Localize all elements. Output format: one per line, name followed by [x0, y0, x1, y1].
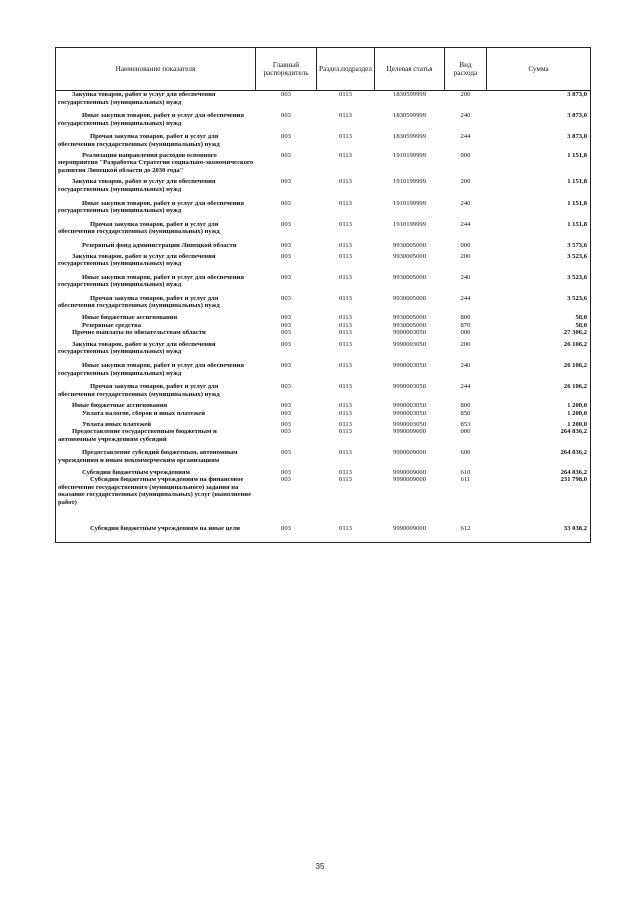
row-target: 1910199999 — [393, 178, 426, 186]
table-row — [56, 476, 591, 524]
row-target: 9990003050 — [393, 420, 426, 428]
row-sum: 3 873,0 — [487, 91, 591, 113]
row-admin: 003 — [281, 220, 291, 228]
table-row — [56, 402, 591, 410]
table-row — [56, 341, 591, 362]
row-sum: 50,0 — [487, 322, 591, 330]
header-section: Раздел,подраздел — [317, 48, 375, 91]
row-type: 850 — [460, 410, 471, 417]
row-sum: 231 798,0 — [487, 476, 591, 524]
table-row — [56, 242, 591, 253]
row-section: 0113 — [317, 525, 375, 543]
row-target: 1830599999 — [393, 112, 426, 120]
row-type: 244 — [460, 383, 471, 391]
row-sum: 1 151,8 — [487, 200, 591, 221]
row-sum: 1 151,8 — [487, 221, 591, 242]
row-section: 0113 — [339, 410, 352, 417]
row-name: Резервные средства — [56, 322, 256, 330]
row-sum: 3 873,0 — [487, 112, 591, 133]
table-row — [56, 133, 591, 151]
row-target: 9990003050 — [393, 402, 426, 410]
row-sum: 1 200,0 — [487, 421, 591, 429]
row-admin: 003 — [281, 402, 291, 410]
row-type: 000 — [460, 428, 471, 436]
row-type: 240 — [460, 199, 471, 207]
table-row — [56, 112, 591, 133]
row-name: Субсидии бюджетным учреждениям — [56, 469, 256, 477]
table-row — [56, 410, 591, 421]
row-section: 0113 — [339, 294, 352, 302]
row-target: 9930005000 — [393, 273, 426, 281]
row-name: Прочая закупка товаров, работ и услуг для обеспечения государственных (муниципальных) нужд — [56, 383, 256, 402]
row-name: Субсидии бюджетным учреждениям на финансовое обеспечение государственного (муниципального) задания на оказание государственных (муниципальных) услуг (выполнение работ) — [56, 476, 256, 524]
row-section: 0113 — [339, 241, 352, 249]
row-name: Прочая закупка товаров, работ и услуг для обеспечения государственных (муниципальных) нужд — [56, 221, 256, 242]
header-target: Целевая статья — [375, 48, 445, 91]
table-row — [56, 274, 591, 295]
row-section: 0113 — [339, 133, 352, 141]
row-target: 9930005000 — [393, 252, 426, 260]
row-name: Иные бюджетные ассигнования — [56, 402, 256, 410]
row-section: 0113 — [339, 314, 352, 322]
row-section: 0113 — [339, 112, 352, 120]
row-sum: 3 523,6 — [487, 274, 591, 295]
row-admin: 003 — [281, 112, 291, 120]
row-sum: 1 151,8 — [487, 152, 591, 179]
row-sum: 50,0 — [487, 314, 591, 322]
row-name: Уплата налогов, сборов и иных платежей — [56, 410, 256, 421]
row-admin: 003 — [281, 476, 291, 484]
row-target: 1910199999 — [393, 199, 426, 207]
row-name: Субсидии бюджетным учреждениям на иные цели — [56, 525, 256, 543]
budget-table — [55, 47, 591, 543]
row-type: 853 — [460, 420, 471, 428]
row-type: 800 — [460, 314, 471, 322]
table-row — [56, 383, 591, 402]
row-target: 9990003050 — [393, 410, 426, 417]
row-sum: 264 836,2 — [487, 469, 591, 477]
row-target: 9990009000 — [393, 428, 426, 436]
row-type: 200 — [460, 91, 471, 98]
row-name: Резервный фонд администрации Липецкой области — [56, 242, 256, 253]
header-type: Вид расхода — [445, 48, 487, 91]
row-sum: 1 200,0 — [487, 410, 591, 421]
row-admin: 003 — [281, 410, 291, 417]
row-admin: 003 — [281, 294, 291, 302]
header-sum: Сумма — [487, 48, 591, 91]
row-target: 9990003050 — [393, 362, 426, 370]
table-row — [56, 322, 591, 330]
row-sum: 1 151,8 — [487, 178, 591, 199]
row-sum: 3 573,6 — [487, 242, 591, 253]
row-target: 1910199999 — [393, 151, 426, 159]
row-section: 0113 — [339, 449, 352, 457]
row-section: 0113 — [339, 199, 352, 207]
row-section: 0113 — [339, 402, 352, 410]
table-row — [56, 314, 591, 322]
row-type: 200 — [460, 252, 471, 260]
row-admin: 003 — [281, 420, 291, 428]
row-type: 200 — [460, 178, 471, 186]
row-section: 0113 — [339, 420, 352, 428]
row-admin: 003 — [281, 314, 291, 322]
row-admin: 003 — [281, 133, 291, 141]
table-row — [56, 449, 591, 468]
row-target: 9990009000 — [375, 525, 445, 543]
table-row — [56, 421, 591, 429]
table-row — [56, 428, 591, 449]
row-sum: 26 106,2 — [487, 383, 591, 402]
row-section: 0113 — [339, 151, 352, 159]
row-type: 000 — [460, 151, 471, 159]
row-name: Закупка товаров, работ и услуг для обеспечения государственных (муниципальных) нужд — [56, 91, 256, 113]
row-name: Предоставление субсидий бюджетным, автономным учреждениям и иным некоммерческим организациям — [56, 449, 256, 468]
table-row — [56, 295, 591, 314]
row-type: 000 — [460, 329, 471, 337]
row-admin: 003 — [281, 151, 291, 159]
table-header-row — [56, 48, 591, 91]
row-target: 9990003050 — [393, 329, 426, 337]
row-name: Иные закупки товаров, работ и услуг для обеспечения государственных (муниципальных) нужд — [56, 274, 256, 295]
row-target: 9990009000 — [393, 476, 426, 484]
row-target: 9990003050 — [393, 340, 426, 348]
row-type: 611 — [460, 476, 471, 484]
row-sum: 264 836,2 — [487, 449, 591, 468]
row-type: 200 — [460, 340, 471, 348]
row-name: Закупка товаров, работ и услуг для обеспечения государственных (муниципальных) нужд — [56, 178, 256, 199]
row-sum: 264 836,2 — [487, 428, 591, 449]
row-admin: 003 — [281, 329, 291, 337]
row-name: Прочая закупка товаров, работ и услуг для обеспечения государственных (муниципальных) нужд — [56, 133, 256, 151]
row-name: Уплата иных платежей — [56, 421, 256, 429]
row-target: 1830599999 — [393, 133, 426, 141]
row-name: Иные закупки товаров, работ и услуг для обеспечения государственных (муниципальных) нужд — [56, 362, 256, 383]
row-type: 800 — [460, 402, 471, 410]
table-row — [56, 200, 591, 221]
row-admin: 003 — [256, 525, 317, 543]
table-row — [56, 221, 591, 242]
row-section: 0113 — [339, 252, 352, 260]
row-name: Предоставление государственным бюджетным и автономным учреждениям субсидий — [56, 428, 256, 449]
row-name: Прочая закупка товаров, работ и услуг для обеспечения государственных (муниципальных) нужд — [56, 295, 256, 314]
row-admin: 003 — [281, 241, 291, 249]
row-section: 0113 — [339, 220, 352, 228]
row-section: 0113 — [339, 340, 352, 348]
row-section: 0113 — [339, 321, 352, 329]
row-name: Закупка товаров, работ и услуг для обеспечения государственных (муниципальных) нужд — [56, 253, 256, 274]
row-admin: 003 — [281, 321, 291, 329]
row-admin: 003 — [281, 428, 291, 436]
row-type: 000 — [460, 241, 471, 249]
budget-document — [55, 47, 590, 543]
row-sum: 26 106,2 — [487, 341, 591, 362]
row-admin: 003 — [281, 362, 291, 370]
row-name: Иные закупки товаров, работ и услуг для обеспечения государственных (муниципальных) нужд — [56, 200, 256, 221]
row-name: Иные бюджетные ассигнования — [56, 314, 256, 322]
table-row — [56, 152, 591, 179]
row-sum: 1 200,0 — [487, 402, 591, 410]
row-target: 9990003050 — [393, 383, 426, 391]
row-name: Иные закупки товаров, работ и услуг для обеспечения государственных (муниципальных) нужд — [56, 112, 256, 133]
row-name: Реализация направления расходов основного мероприятия "Разработка Стратегии социально-экономического развития Липецкой области до 2030 года" — [56, 152, 256, 179]
row-type: 870 — [460, 321, 471, 329]
row-name: Закупка товаров, работ и услуг для обеспечения государственных (муниципальных) нужд — [56, 341, 256, 362]
row-admin: 003 — [281, 449, 291, 457]
row-type: 244 — [460, 220, 471, 228]
table-row — [56, 178, 591, 199]
row-type: 612 — [445, 525, 487, 543]
row-type: 240 — [460, 273, 471, 281]
row-section: 0113 — [339, 383, 352, 391]
header-name: Наименование показателя — [56, 48, 256, 91]
row-type: 600 — [460, 449, 471, 457]
row-admin: 003 — [281, 383, 291, 391]
row-sum: 27 306,2 — [487, 329, 591, 341]
row-section: 0113 — [339, 178, 352, 186]
row-target: 1910199999 — [393, 220, 426, 228]
table-row — [56, 329, 591, 341]
row-target: 9930005000 — [393, 294, 426, 302]
row-sum: 33 038,2 — [487, 525, 591, 543]
table-row — [56, 525, 591, 543]
row-admin: 003 — [281, 252, 291, 260]
row-admin: 003 — [281, 468, 291, 476]
row-type: 240 — [460, 362, 471, 370]
row-admin: 003 — [281, 178, 291, 186]
row-sum: 3 523,6 — [487, 295, 591, 314]
row-admin: 003 — [281, 199, 291, 207]
row-section: 0113 — [339, 362, 352, 370]
table-row — [56, 91, 591, 113]
table-row — [56, 362, 591, 383]
row-type: 240 — [460, 112, 471, 120]
header-admin: Главный распорядитель — [256, 48, 317, 91]
row-type: 244 — [460, 294, 471, 302]
row-type: 610 — [460, 468, 471, 476]
row-section: 0113 — [339, 329, 352, 337]
row-target: 9930005000 — [393, 314, 426, 322]
row-target: 9990009000 — [393, 468, 426, 476]
row-target: 1830599999 — [393, 91, 426, 98]
row-section: 0113 — [339, 273, 352, 281]
row-target: 9930005000 — [393, 321, 426, 329]
table-row — [56, 253, 591, 274]
row-sum: 26 106,2 — [487, 362, 591, 383]
page-number: 35 — [315, 862, 325, 871]
row-target: 9930005000 — [393, 241, 426, 249]
row-type: 244 — [460, 133, 471, 141]
row-admin: 003 — [281, 91, 291, 98]
table-row — [56, 469, 591, 477]
row-section: 0113 — [339, 476, 352, 484]
row-admin: 003 — [281, 273, 291, 281]
row-section: 0113 — [339, 91, 352, 98]
row-name: Прочие выплаты по обязательствам области — [56, 329, 256, 341]
row-sum: 3 523,6 — [487, 253, 591, 274]
row-target: 9990009000 — [393, 449, 426, 457]
row-admin: 003 — [281, 340, 291, 348]
row-section: 0113 — [339, 468, 352, 476]
row-section: 0113 — [339, 428, 352, 436]
row-sum: 3 873,0 — [487, 133, 591, 151]
